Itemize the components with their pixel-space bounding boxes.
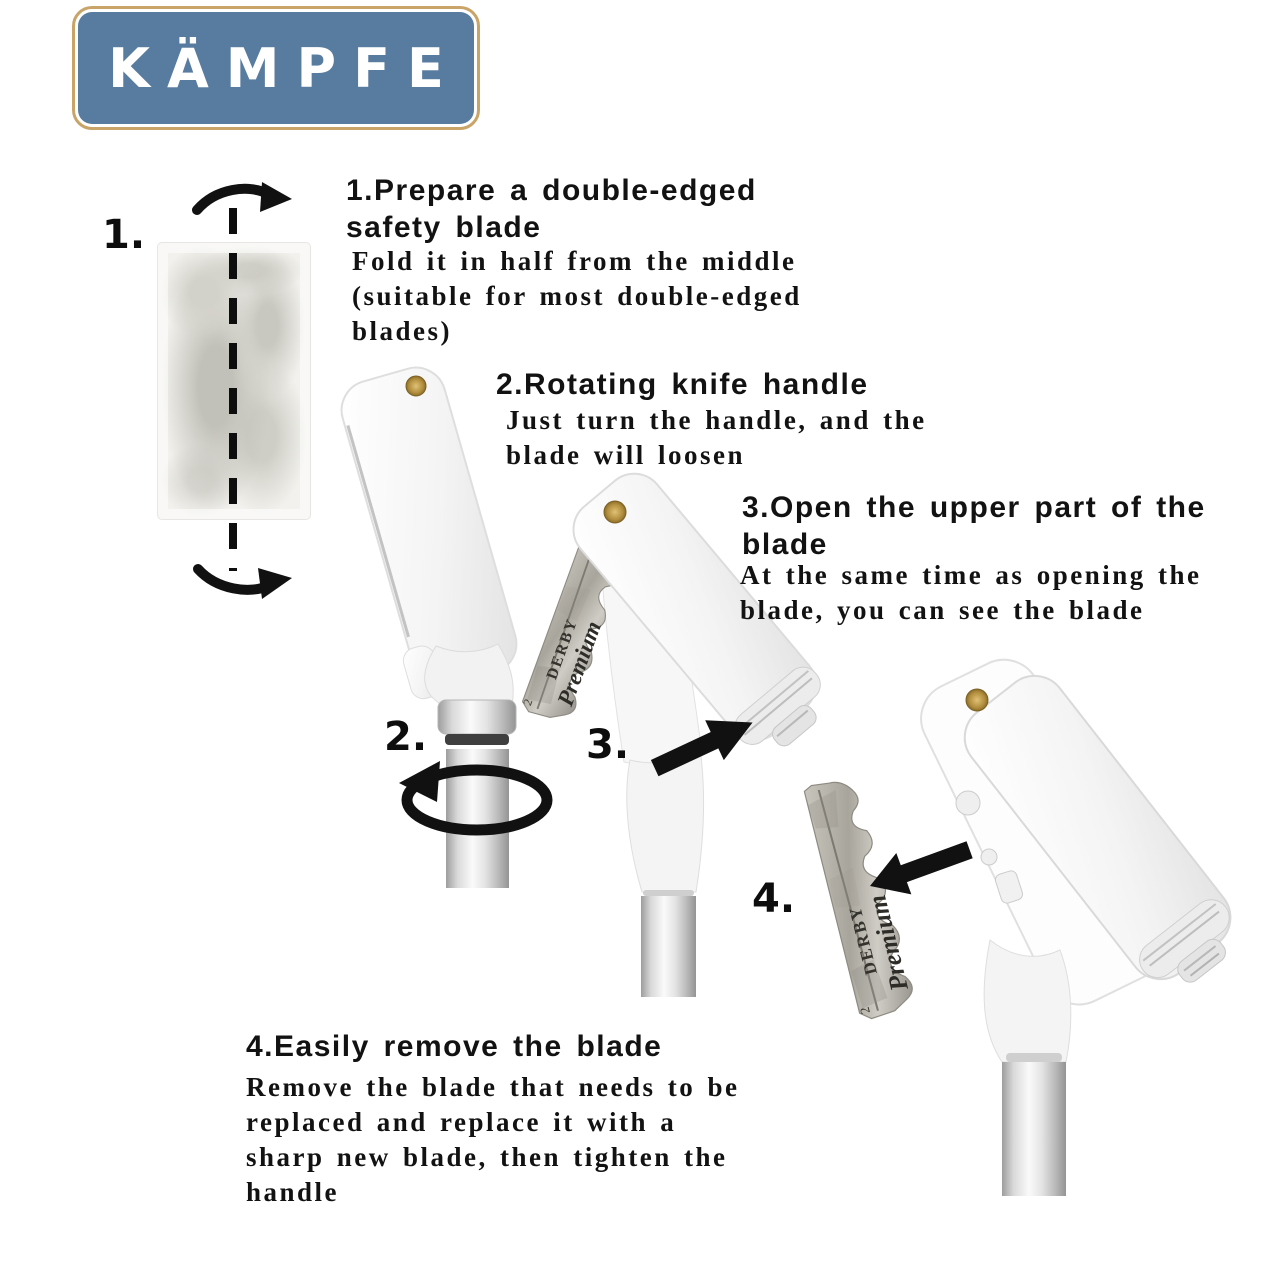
razor-handle: [641, 896, 696, 997]
step-3-heading: 3.Open the upper part of the blade: [742, 491, 1206, 561]
pivot-pin-icon: [604, 501, 626, 523]
step-4-number-label: 4.: [752, 876, 796, 922]
fold-arrow-bottom-icon: [198, 568, 292, 599]
step-1-heading: 1.Prepare a double-edged safety blade: [346, 174, 757, 244]
step-1-number-label: 1.: [102, 212, 146, 258]
removed-blade-image: [802, 773, 919, 1021]
fold-guides: [197, 182, 292, 599]
razor-handle: [1002, 1062, 1066, 1196]
step-4-heading: 4.Easily remove the blade: [246, 1030, 663, 1063]
brand-logo: [72, 6, 480, 130]
step-3-body: At the same time as opening the blade, you can see the blade: [740, 560, 1202, 625]
step-1-body: Fold it in half from the middle (suitable for most double-edged blades): [352, 246, 802, 346]
razor-blade-removal-illustration: [802, 648, 1253, 1196]
step-2-heading: 2.Rotating knife handle: [496, 368, 869, 401]
step-4-body: Remove the blade that needs to be replaced and replace it with a sharp new blade, then tighten the handle: [246, 1072, 740, 1207]
step-2-number-label: 2.: [384, 714, 428, 760]
fold-arrow-top-icon: [197, 182, 292, 212]
illustrations-layer: DERBY Premium 2: [0, 0, 1280, 1280]
brand-logo-text: KÄMPFE: [108, 36, 461, 100]
step-2-body: Just turn the handle, and the blade will loosen: [506, 405, 927, 470]
pivot-pin-icon: [406, 376, 426, 396]
step-3-number-label: 3.: [586, 722, 630, 768]
pivot-pin-icon: [966, 689, 988, 711]
brand-logo-background: [78, 12, 474, 124]
